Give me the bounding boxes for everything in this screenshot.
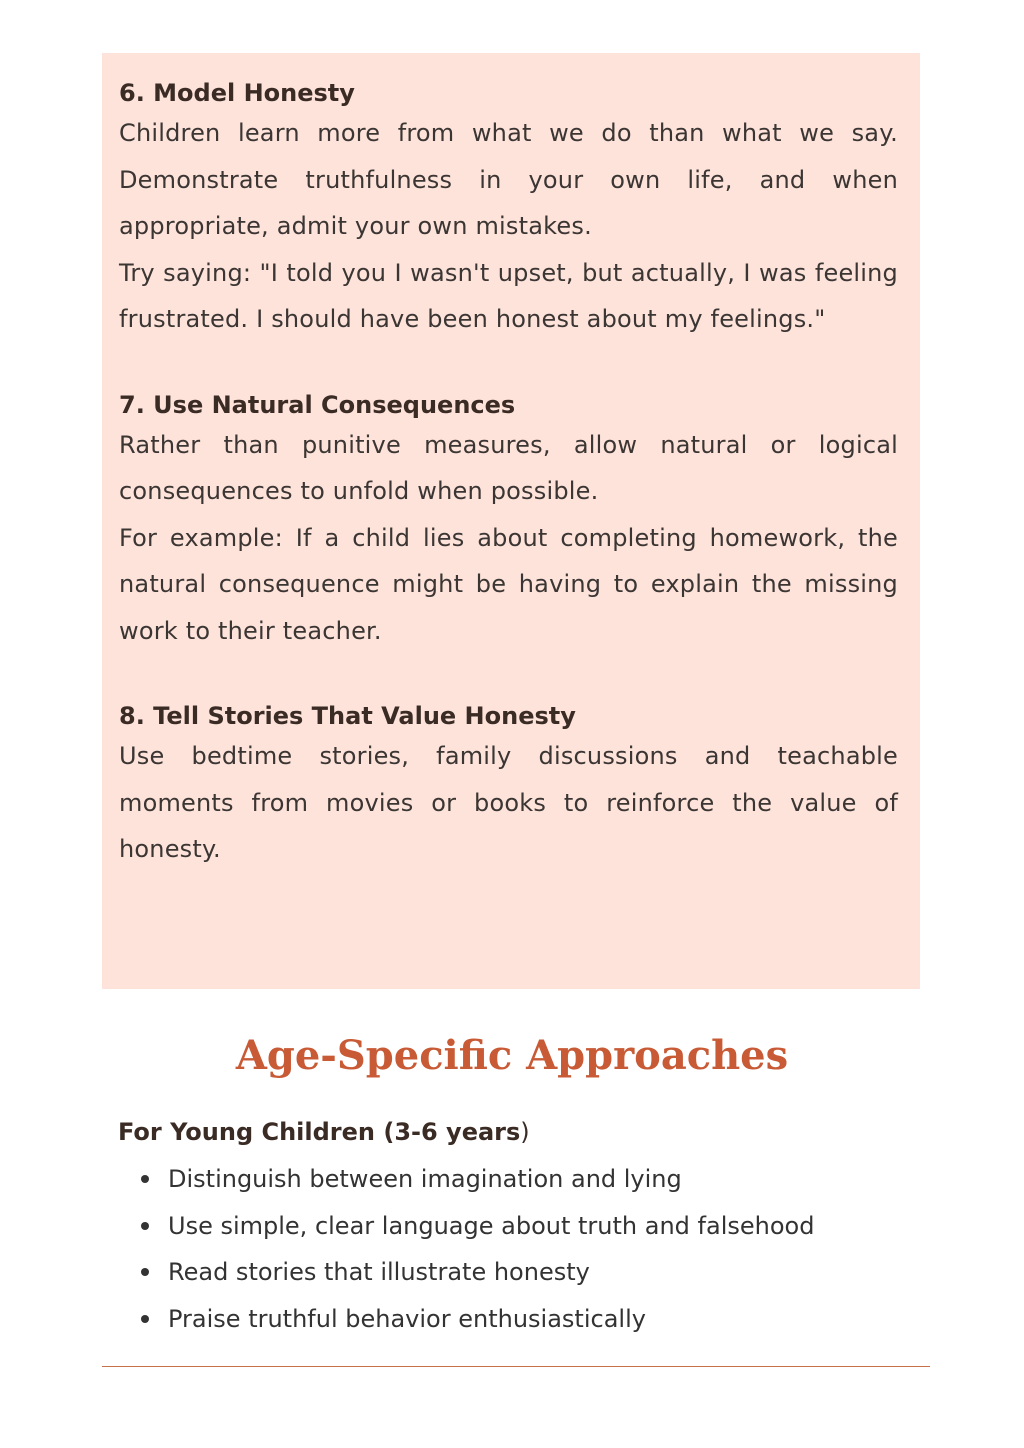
- bullet-dot-icon: [141, 1268, 149, 1276]
- tip-paragraph: Try saying: "I told you I wasn't upset, but actually, I was feeling frustrated. I should have been honest about my feelings.": [119, 258, 898, 333]
- list-item-text: Read stories that illustrate honesty: [168, 1258, 590, 1286]
- bullet-dot-icon: [141, 1315, 149, 1323]
- list-item: [118, 1203, 918, 1250]
- tip-paragraph: Rather than punitive measures, allow natural or logical consequences to unfold when possible.: [119, 430, 898, 505]
- list-item-text: Praise truthful behavior enthusiastically: [168, 1304, 646, 1333]
- tip-model-honesty: [119, 77, 898, 343]
- tip-heading: 7. Use Natural Consequences: [119, 390, 516, 419]
- tip-tell-stories: [119, 700, 898, 873]
- list-item: [118, 1156, 918, 1203]
- tip-paragraph: Use bedtime stories, family discussions and teachable moments from movies or books to reinforce the value of honesty.: [119, 742, 898, 863]
- age-group-heading-bold: For Young Children (3-6 years: [118, 1118, 521, 1146]
- tip-natural-consequences: [119, 389, 898, 655]
- list-item: [118, 1249, 918, 1296]
- tip-paragraph: For example: If a child lies about completing homework, the natural consequence might be having to explain the missing work to their teacher.: [119, 523, 898, 645]
- divider: [102, 1366, 930, 1367]
- tip-heading: 6. Model Honesty: [119, 79, 355, 107]
- tip-paragraph: Children learn more from what we do than what we say. Demonstrate truthfulness in your own life, and when appropriate, admit your own mistakes.: [119, 119, 898, 240]
- age-group-heading: [118, 1114, 530, 1150]
- tips-box: [102, 53, 920, 989]
- list-item-text: Use simple, clear language about truth and falsehood: [168, 1211, 815, 1240]
- list-item-text: Distinguish between imagination and lying: [168, 1165, 682, 1193]
- bullet-dot-icon: [141, 1222, 149, 1230]
- section-title: Age-Specific Approaches: [235, 1032, 789, 1079]
- list-item: [118, 1296, 918, 1343]
- bullet-dot-icon: [141, 1175, 149, 1183]
- young-children-list: [118, 1156, 918, 1342]
- age-group-heading-rest: ): [520, 1118, 530, 1146]
- tip-heading: 8. Tell Stories That Value Honesty: [119, 702, 576, 730]
